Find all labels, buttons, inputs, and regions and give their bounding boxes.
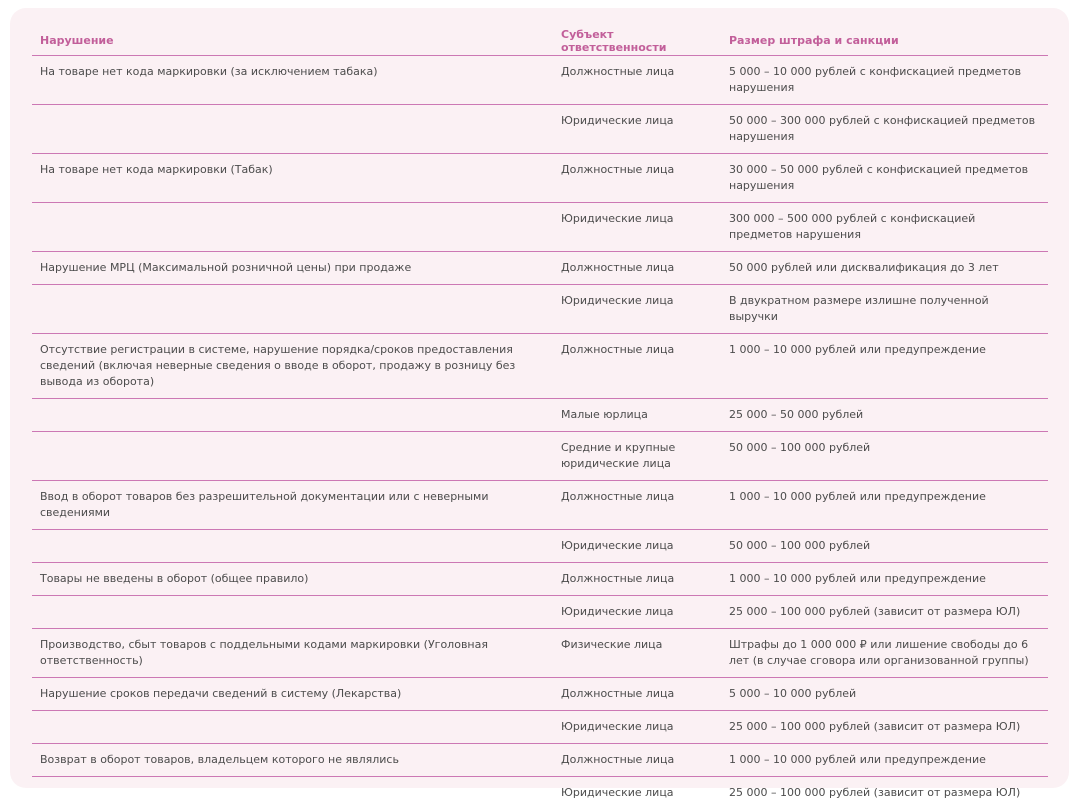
cell-subject: Физические лица [553, 629, 721, 678]
cell-violation: Нарушение сроков передачи сведений в систему (Лекарства) [32, 678, 553, 711]
cell-penalty: 50 000 – 100 000 рублей [721, 432, 1048, 481]
cell-subject: Должностные лица [553, 56, 721, 105]
table-row [32, 285, 1048, 334]
table-row [32, 154, 1048, 203]
cell-subject: Юридические лица [553, 711, 721, 744]
table-row [32, 777, 1048, 809]
cell-violation: Отсутствие регистрации в системе, нарушение порядка/сроков предоставления сведений (включая неверные сведения о вводе в оборот, продажу в розницу без вывода из оборота) [32, 334, 553, 399]
cell-violation: На товаре нет кода маркировки (Табак) [32, 154, 553, 203]
cell-subject: Юридические лица [553, 285, 721, 334]
cell-violation [32, 530, 553, 563]
cell-subject: Юридические лица [553, 596, 721, 629]
cell-violation [32, 105, 553, 154]
cell-subject: Должностные лица [553, 252, 721, 285]
table-row [32, 744, 1048, 777]
cell-penalty: 25 000 – 100 000 рублей (зависит от размера ЮЛ) [721, 777, 1048, 809]
cell-violation [32, 596, 553, 629]
cell-penalty: 50 000 – 100 000 рублей [721, 530, 1048, 563]
cell-penalty: 25 000 – 100 000 рублей (зависит от размера ЮЛ) [721, 596, 1048, 629]
table-row [32, 56, 1048, 105]
cell-violation [32, 203, 553, 252]
cell-subject: Малые юрлица [553, 399, 721, 432]
cell-penalty: 1 000 – 10 000 рублей или предупреждение [721, 334, 1048, 399]
cell-subject: Юридические лица [553, 777, 721, 809]
cell-subject: Юридические лица [553, 105, 721, 154]
table-row [32, 563, 1048, 596]
cell-violation: Ввод в оборот товаров без разрешительной документации или с неверными сведениями [32, 481, 553, 530]
cell-penalty: В двукратном размере излишне полученной выручки [721, 285, 1048, 334]
header-violation: Нарушение [32, 26, 553, 56]
cell-violation: Товары не введены в оборот (общее правило) [32, 563, 553, 596]
cell-subject: Должностные лица [553, 481, 721, 530]
table-row [32, 678, 1048, 711]
table-row [32, 629, 1048, 678]
table-row [32, 481, 1048, 530]
table-row [32, 596, 1048, 629]
cell-subject: Юридические лица [553, 530, 721, 563]
cell-penalty: 300 000 – 500 000 рублей с конфискацией предметов нарушения [721, 203, 1048, 252]
cell-penalty: 25 000 – 100 000 рублей (зависит от размера ЮЛ) [721, 711, 1048, 744]
cell-violation [32, 399, 553, 432]
cell-subject: Должностные лица [553, 563, 721, 596]
cell-subject: Должностные лица [553, 154, 721, 203]
cell-penalty: 30 000 – 50 000 рублей с конфискацией предметов нарушения [721, 154, 1048, 203]
table-row [32, 530, 1048, 563]
cell-penalty: 5 000 – 10 000 рублей [721, 678, 1048, 711]
cell-penalty: 25 000 – 50 000 рублей [721, 399, 1048, 432]
table-row [32, 252, 1048, 285]
cell-penalty: 50 000 рублей или дисквалификация до 3 лет [721, 252, 1048, 285]
cell-violation [32, 285, 553, 334]
cell-penalty: 5 000 – 10 000 рублей с конфискацией предметов нарушения [721, 56, 1048, 105]
header-subject: Субъект ответственности [553, 26, 721, 56]
cell-violation: Нарушение МРЦ (Максимальной розничной цены) при продаже [32, 252, 553, 285]
penalties-table [32, 26, 1048, 809]
table-row [32, 105, 1048, 154]
cell-penalty: 50 000 – 300 000 рублей с конфискацией предметов нарушения [721, 105, 1048, 154]
table-row [32, 432, 1048, 481]
table-row [32, 334, 1048, 399]
cell-violation: Возврат в оборот товаров, владельцем которого не являлись [32, 744, 553, 777]
cell-subject: Должностные лица [553, 334, 721, 399]
cell-violation [32, 777, 553, 809]
table-header-row [32, 26, 1048, 56]
cell-subject: Юридические лица [553, 203, 721, 252]
table-row [32, 203, 1048, 252]
cell-penalty: Штрафы до 1 000 000 ₽ или лишение свободы до 6 лет (в случае сговора или организованной группы) [721, 629, 1048, 678]
cell-violation [32, 432, 553, 481]
cell-penalty: 1 000 – 10 000 рублей или предупреждение [721, 481, 1048, 530]
cell-subject: Средние и крупные юридические лица [553, 432, 721, 481]
cell-violation: На товаре нет кода маркировки (за исключением табака) [32, 56, 553, 105]
cell-violation: Производство, сбыт товаров с поддельными кодами маркировки (Уголовная ответственность) [32, 629, 553, 678]
table-row [32, 711, 1048, 744]
header-penalty: Размер штрафа и санкции [721, 26, 1048, 56]
cell-penalty: 1 000 – 10 000 рублей или предупреждение [721, 563, 1048, 596]
cell-subject: Должностные лица [553, 744, 721, 777]
cell-penalty: 1 000 – 10 000 рублей или предупреждение [721, 744, 1048, 777]
cell-subject: Должностные лица [553, 678, 721, 711]
cell-violation [32, 711, 553, 744]
table-row [32, 399, 1048, 432]
penalties-card [10, 8, 1069, 788]
